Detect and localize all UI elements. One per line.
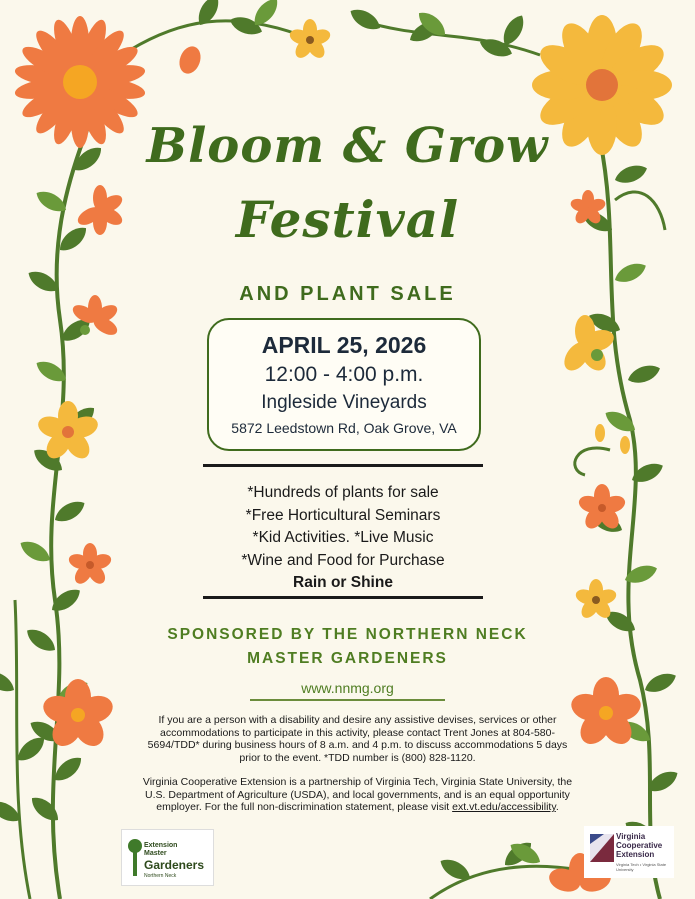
feature-item: *Kid Activities. *Live Music [252, 529, 434, 546]
virginia-cooperative-extension-logo [584, 826, 674, 878]
subtitle: AND PLANT SALE [239, 283, 456, 305]
website-link[interactable]: www.nnmg.org [301, 680, 394, 696]
logo-right-text: Virginia Cooperative Extension [616, 832, 663, 859]
sponsor-line-2: MASTER GARDENERS [247, 650, 448, 667]
logo-left-text: Extension Master [144, 842, 178, 857]
vce-mark-icon [590, 834, 614, 862]
statement-end: . [555, 801, 559, 813]
feature-item: *Hundreds of plants for sale [247, 484, 439, 501]
master-gardeners-logo [121, 829, 214, 886]
event-time: 12:00 - 4:00 p.m. [264, 363, 424, 386]
event-details-box [207, 318, 481, 451]
sponsor-line-1: SPONSORED BY THE NORTHERN NECK [167, 626, 528, 643]
logo-left-title: Gardeners [144, 858, 205, 872]
divider-top [203, 464, 483, 467]
divider-bottom [203, 596, 483, 599]
website-underline [250, 699, 445, 701]
title-line-2: Festival [235, 190, 460, 249]
accessibility-link[interactable]: ext.vt.edu/accessibility [452, 801, 556, 813]
feature-item: *Wine and Food for Purchase [241, 551, 445, 569]
title-line-1: Bloom & Grow [146, 118, 549, 174]
tree-icon [127, 838, 143, 878]
logo-right-sub: Virginia Tech • Virginia State University [616, 862, 667, 872]
event-address: 5872 Leedstown Rd, Oak Grove, VA [231, 420, 457, 436]
features-list [203, 482, 483, 595]
rain-note: Rain or Shine [293, 574, 393, 591]
feature-item: *Free Horticultural Seminars [245, 506, 441, 524]
sponsor-text [0, 623, 695, 671]
logo-left-sub: Northern Neck [144, 873, 177, 879]
accessibility-statement: If you are a person with a disability and desire any assistive devises, services or other accommodations to participate in this activity, please contact Trent Jones at 804-580-5694/TDD* during business hours of 8 a.m. and 4 p.m. to discuss accommodations 5 days prior to the event. *TDD number is (800) 828-1120. [147, 714, 568, 764]
event-date: APRIL 25, 2026 [261, 332, 427, 358]
nondiscrimination-text: Virginia Cooperative Extension is a partnership of Virginia Tech, Virginia State University, the U.S. Department of Agriculture (USDA), and local governments, and is an equal opportunity employer. For the full non-discrimination statement, please visit [142, 776, 573, 813]
disclaimer [140, 714, 575, 826]
nondiscrimination-statement [140, 776, 575, 814]
event-venue: Ingleside Vineyards [261, 392, 427, 413]
